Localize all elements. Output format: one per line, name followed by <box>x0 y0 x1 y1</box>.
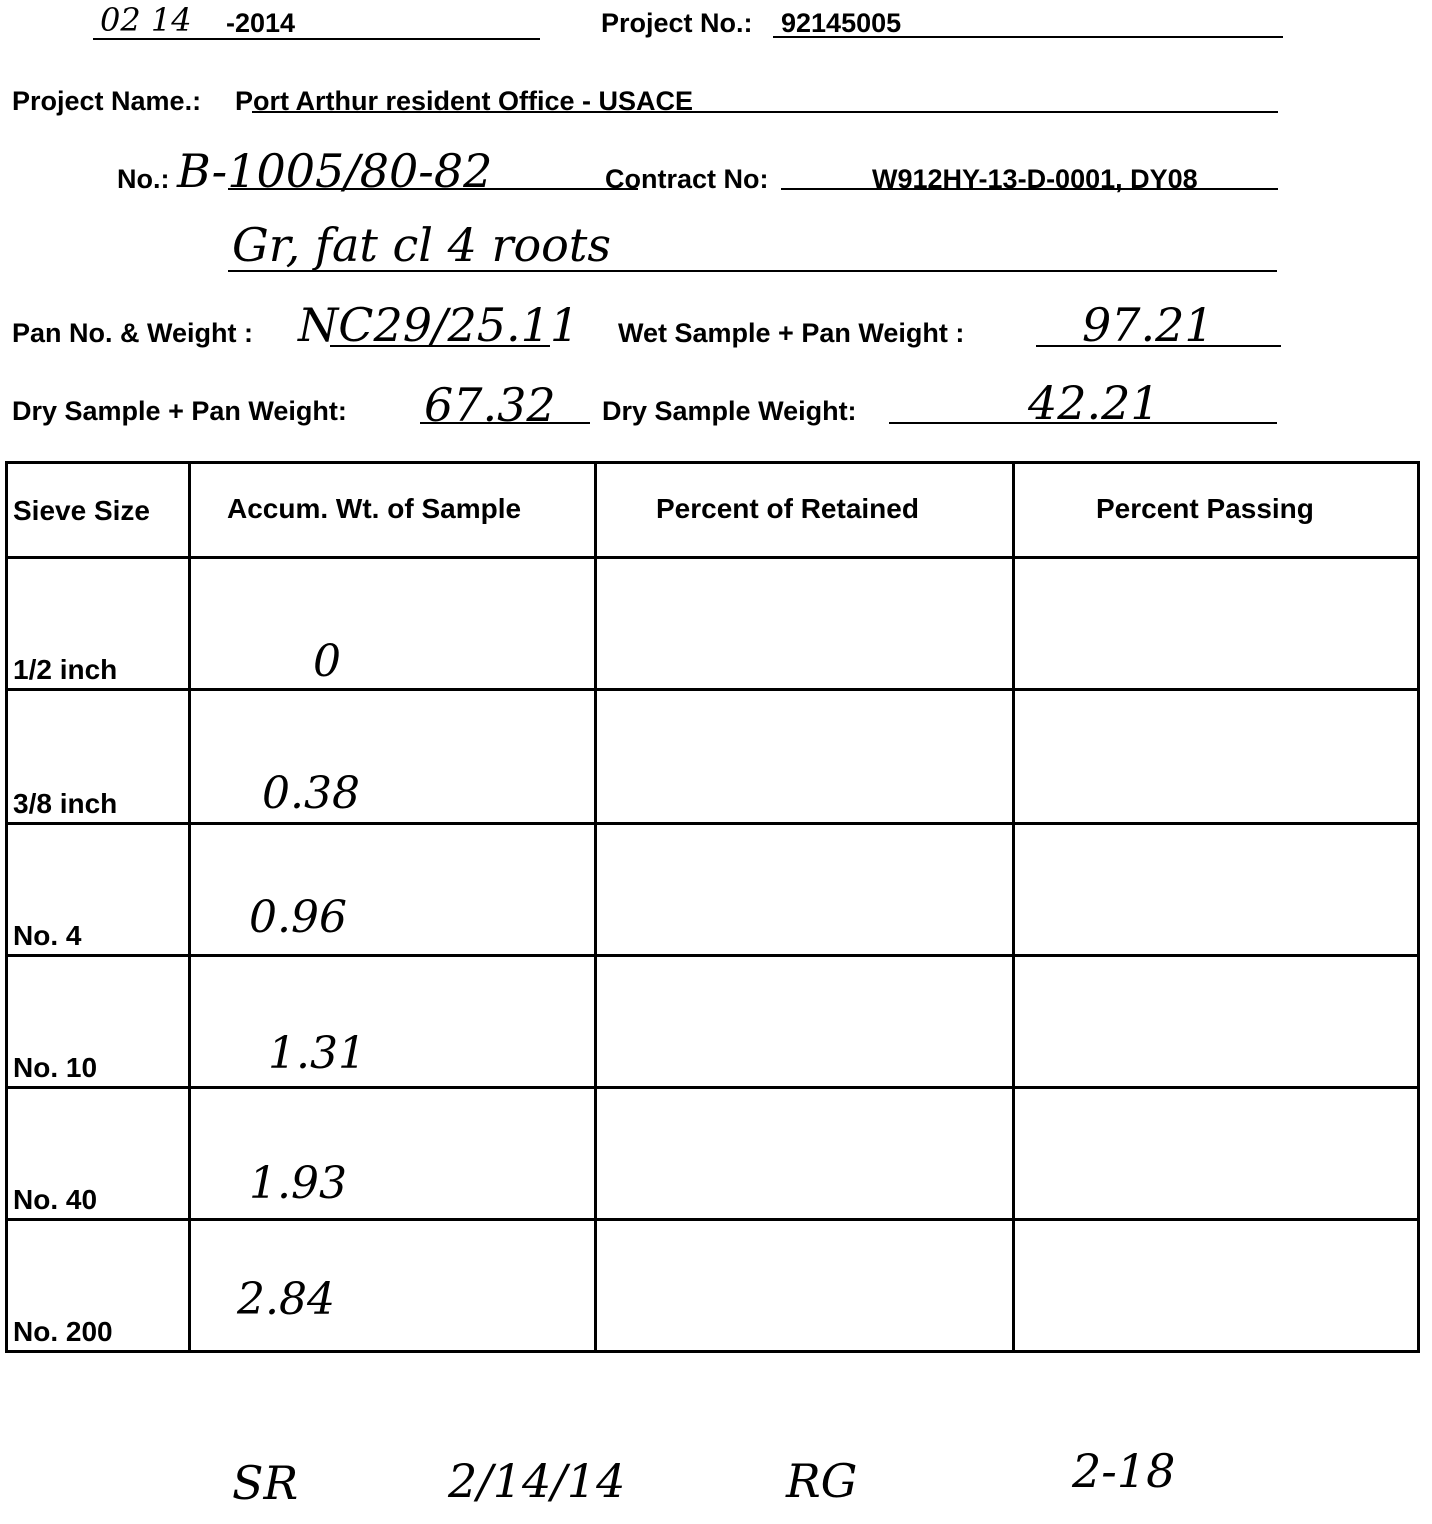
pan-no-weight-label: Pan No. & Weight : <box>12 318 253 348</box>
date-underline <box>93 38 540 40</box>
sieve-size-cell: No. 4 <box>13 920 82 951</box>
no-label: No.: <box>117 164 170 194</box>
project-name-value: Port Arthur resident Office - USACE <box>235 86 694 116</box>
pan-no-weight-underline <box>330 345 550 347</box>
no-value-handwritten: B-1005/80-82 <box>177 144 493 198</box>
contract-no-label: Contract No: <box>605 164 769 194</box>
table-row-divider <box>5 822 1420 825</box>
dry-sample-pan-underline <box>420 422 590 424</box>
description-underline <box>228 270 1277 272</box>
table-row-divider <box>5 1218 1420 1221</box>
header-percent-passing: Percent Passing <box>1096 493 1314 524</box>
project-no-value: 92145005 <box>781 8 902 38</box>
contract-no-value: W912HY-13-D-0001, DY08 <box>872 164 1198 194</box>
accum-wt-cell: 0.38 <box>262 768 360 819</box>
project-name-label: Project Name.: <box>12 86 202 116</box>
date-year: -2014 <box>226 8 296 38</box>
project-no-underline <box>773 36 1283 38</box>
wet-sample-value: 97.21 <box>1082 298 1214 352</box>
dry-sample-weight-value: 42.21 <box>1028 376 1160 430</box>
checked-by-initials: RG <box>786 1454 858 1508</box>
table-row-divider <box>5 556 1420 559</box>
accum-wt-cell: 0.96 <box>249 892 347 943</box>
wet-sample-label: Wet Sample + Pan Weight : <box>618 318 965 348</box>
tested-date: 2/14/14 <box>448 1454 626 1508</box>
accum-wt-cell: 0 <box>313 636 341 687</box>
table-row-divider <box>5 1086 1420 1089</box>
sieve-size-cell: No. 10 <box>13 1052 98 1083</box>
project-no-label: Project No.: <box>601 8 753 38</box>
no-underline <box>228 188 638 190</box>
tested-by-initials: SR <box>232 1456 299 1510</box>
header-accum-wt: Accum. Wt. of Sample <box>227 493 522 524</box>
dry-sample-weight-underline <box>889 422 1277 424</box>
checked-date: 2-18 <box>1072 1444 1176 1498</box>
project-name-underline <box>252 111 1278 113</box>
date-handwritten: 02 14 <box>100 1 192 39</box>
description-handwritten: Gr, fat cl 4 roots <box>232 218 611 272</box>
header-sieve-size: Sieve Size <box>13 495 150 526</box>
dry-sample-pan-value: 67.32 <box>424 378 556 432</box>
table-row-divider <box>5 688 1420 691</box>
sieve-size-cell: 1/2 inch <box>13 654 118 685</box>
sieve-size-cell: No. 200 <box>13 1316 113 1347</box>
table-row-divider <box>5 954 1420 957</box>
accum-wt-cell: 1.93 <box>249 1158 347 1209</box>
sieve-size-cell: No. 40 <box>13 1184 98 1215</box>
dry-sample-weight-label: Dry Sample Weight: <box>602 396 857 426</box>
header-percent-retained: Percent of Retained <box>656 493 919 524</box>
accum-wt-cell: 2.84 <box>237 1274 335 1325</box>
dry-sample-pan-label: Dry Sample + Pan Weight: <box>12 396 347 426</box>
contract-no-underline <box>781 188 1278 190</box>
wet-sample-underline <box>1036 345 1281 347</box>
sieve-size-cell: 3/8 inch <box>13 788 118 819</box>
pan-no-weight-value: NC29/25.11 <box>298 298 580 352</box>
accum-wt-cell: 1.31 <box>268 1028 366 1079</box>
